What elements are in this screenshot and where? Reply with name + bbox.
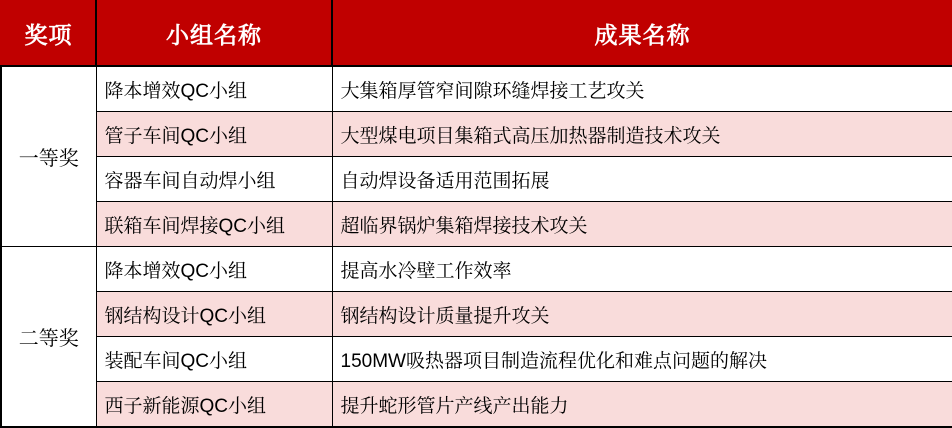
group-cell: 降本增效QC小组 [96,247,332,292]
achievement-cell: 钢结构设计质量提升攻关 [332,292,952,337]
award-first-prize-cell: 一等奖 [1,66,96,247]
group-cell: 管子车间QC小组 [96,112,332,157]
group-cell: 降本增效QC小组 [96,66,332,112]
group-cell: 联箱车间焊接QC小组 [96,202,332,247]
achievement-cell: 提升蛇形管片产线产出能力 [332,382,952,428]
table-row [1,247,952,292]
achievement-cell: 提高水冷壁工作效率 [332,247,952,292]
table-row [1,202,952,247]
header-row [1,1,952,66]
achievement-cell: 自动焊设备适用范围拓展 [332,157,952,202]
table-row [1,382,952,428]
table-row [1,292,952,337]
table-row [1,337,952,382]
table-row [1,157,952,202]
award-second-prize-cell: 二等奖 [1,247,96,428]
group-cell: 装配车间QC小组 [96,337,332,382]
table-row [1,66,952,112]
group-cell: 西子新能源QC小组 [96,382,332,428]
table-header [1,1,952,66]
achievement-cell: 超临界锅炉集箱焊接技术攻关 [332,202,952,247]
group-cell: 容器车间自动焊小组 [96,157,332,202]
table-body [1,66,952,427]
achievement-cell: 150MW吸热器项目制造流程优化和难点问题的解决 [332,337,952,382]
achievement-cell: 大型煤电项目集箱式高压加热器制造技术攻关 [332,112,952,157]
table-row [1,112,952,157]
header-achievement-column: 成果名称 [332,1,952,66]
header-award-column: 奖项 [1,1,96,66]
header-group-column: 小组名称 [96,1,332,66]
group-cell: 钢结构设计QC小组 [96,292,332,337]
achievement-cell: 大集箱厚管窄间隙环缝焊接工艺攻关 [332,66,952,112]
